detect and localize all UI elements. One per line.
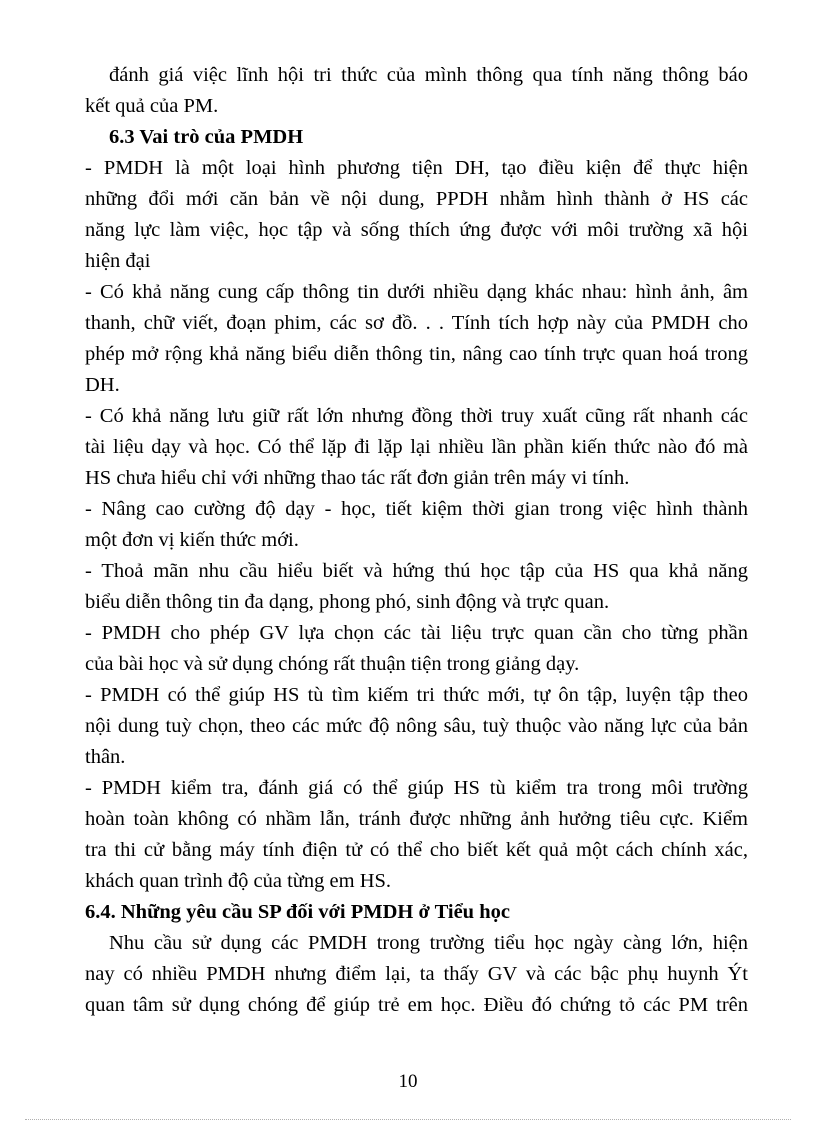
text-line: - PMDH có thể giúp HS tù tìm kiếm tri thức mới, tự ôn tập, luyện tập theo — [85, 684, 748, 706]
text-line: tra thi cử bằng máy tính điện tử có thể cho biết kết quả một cách chính xác, — [85, 839, 748, 861]
text-line: phép mở rộng khả năng biểu diễn thông tin, nâng cao tính trực quan hoá trong — [85, 343, 748, 365]
text-line: hoàn toàn không có nhầm lẫn, tránh được những ảnh hưởng tiêu cực. Kiểm — [85, 808, 748, 830]
text-line: - Thoả mãn nhu cầu hiểu biết và hứng thú học tập của HS qua khả năng — [85, 560, 748, 582]
document-body — [85, 60, 748, 1021]
text-line: đánh giá việc lĩnh hội tri thức của mình thông qua tính năng thông báo — [109, 64, 748, 86]
section-heading: 6.4. Những yêu cầu SP đối với PMDH ở Tiểu học — [85, 901, 510, 923]
text-line: biểu diễn thông tin đa dạng, phong phó, sinh động và trực quan. — [85, 591, 610, 613]
text-line: thân. — [85, 746, 126, 768]
text-line: những đổi mới căn bản về nội dung, PPDH nhằm hình thành ở HS các — [85, 188, 748, 210]
text-line: quan tâm sử dụng chóng để giúp trẻ em học. Điều đó chứng tỏ các PM trên — [85, 994, 748, 1016]
text-line: - Có khả năng cung cấp thông tin dưới nhiều dạng khác nhau: hình ảnh, âm — [85, 281, 748, 303]
text-line: - Có khả năng lưu giữ rất lớn nhưng đồng thời truy xuất cũng rất nhanh các — [85, 405, 748, 427]
text-line: nội dung tuỳ chọn, theo các mức độ nông sâu, tuỳ thuộc vào năng lực của bản — [85, 715, 748, 737]
page-number: 10 — [398, 1071, 418, 1092]
text-line: nay có nhiều PMDH nhưng điểm lại, ta thấy GV và các bậc phụ huynh Ýt — [85, 963, 748, 985]
text-line: tài liệu dạy và học. Có thể lặp đi lặp lại nhiều lần phần kiến thức nào đó mà — [85, 436, 748, 458]
page-bottom-divider — [25, 1119, 791, 1120]
text-line: kết quả của PM. — [85, 95, 219, 117]
text-line: - PMDH cho phép GV lựa chọn các tài liệu trực quan cần cho từng phần — [85, 622, 748, 644]
text-line: DH. — [85, 374, 120, 396]
text-line: năng lực làm việc, học tập và sống thích ứng được với môi trường xã hội — [85, 219, 748, 241]
text-line: một đơn vị kiến thức mới. — [85, 529, 299, 551]
text-line: - PMDH kiểm tra, đánh giá có thể giúp HS tù kiểm tra trong môi trường — [85, 777, 748, 799]
text-line: - Nâng cao cường độ dạy - học, tiết kiệm thời gian trong việc hình thành — [85, 498, 748, 520]
section-heading: 6.3 Vai trò của PMDH — [109, 126, 304, 148]
text-line: của bài học và sử dụng chóng rất thuận tiện trong giảng dạy. — [85, 653, 580, 675]
text-line: - PMDH là một loại hình phương tiện DH, tạo điều kiện để thực hiện — [85, 157, 748, 179]
text-line: hiện đại — [85, 250, 151, 272]
text-line: thanh, chữ viết, đoạn phim, các sơ đồ. . . Tính tích hợp này của PMDH cho — [85, 312, 748, 334]
text-line: HS chưa hiểu chỉ với những thao tác rất đơn giản trên máy vi tính. — [85, 467, 630, 489]
text-line: khách quan trình độ của từng em HS. — [85, 870, 392, 892]
text-line: Nhu cầu sử dụng các PMDH trong trường tiểu học ngày càng lớn, hiện — [109, 932, 748, 954]
